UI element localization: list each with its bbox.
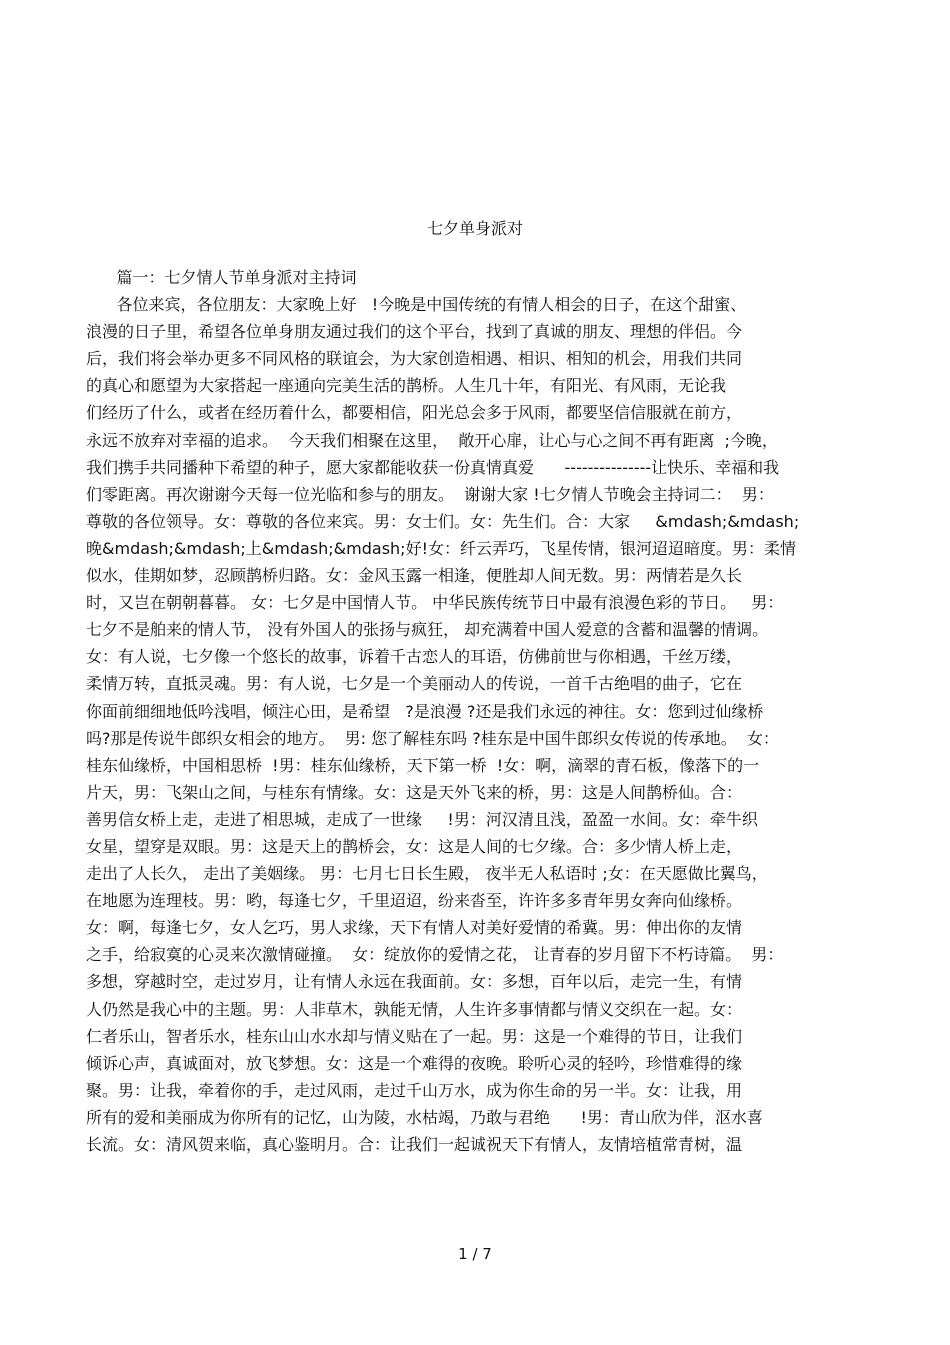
text-line: 桂东仙缘桥，中国相思桥 !男：桂东仙缘桥，天下第一桥 !女：啊，滴翠的青石板，像落下的一 (86, 755, 760, 775)
text-line: 吗?那是传说牛郎织女相会的地方。 男: 您了解桂东吗 ?桂东是中国牛郎织女传说的传承地。 女： (86, 728, 779, 748)
text-line: 七夕不是舶来的情人节， 没有外国人的张扬与疯狂， 却充满着中国人爱意的含蓄和温馨的情调。 (86, 620, 769, 640)
text-line: 们零距离。再次谢谢今天每一位光临和参与的朋友。 谢谢大家 !七夕情人节晚会主持词二： 男： (86, 484, 774, 504)
text-line: 你面前细细地低吟浅唱，倾注心田，是希望 ?是浪漫 ?还是我们永远的神往。女：您到过仙缘桥 (86, 701, 764, 721)
text-line: 我们携手共同播种下希望的种子，愿大家都能收获一份真情真爱 ---------------让快乐、幸福和我 (86, 457, 780, 477)
text-line: 后，我们将会举办更多不同风格的联谊会，为大家创造相遇、相识、相知的机会，用我们共同 (86, 349, 743, 369)
text-line: 多想，穿越时空，走过岁月，让有情人永远在我面前。女：多想，百年以后，走完一生，有情 (86, 972, 743, 992)
text-line: 之手，给寂寞的心灵来次激情碰撞。 女：绽放你的爱情之花， 让青春的岁月留下不朽诗篇。 男： (86, 945, 784, 965)
text-line: 倾诉心声，真诚面对，放飞梦想。女：这是一个难得的夜晚。聆听心灵的轻吟，珍惜难得的缘 (86, 1053, 743, 1073)
text-line: 各位来宾，各位朋友：大家晚上好 !今晚是中国传统的有情人相会的日子，在这个甜蜜、 (86, 295, 747, 315)
text-line: 晚&mdash;&mdash;上&mdash;&mdash;好!女：纤云弄巧，飞星传情，银河迢迢暗度。男：柔情 (86, 538, 796, 558)
text-line: 长流。女：清风贺来临，真心鉴明月。合：让我们一起诚祝天下有情人，友情培植常青树，温 (86, 1135, 743, 1154)
document-body (86, 264, 876, 1158)
text-line: 人仍然是我心中的主题。男：人非草木，孰能无情，人生许多事情都与情义交织在一起。女： (86, 999, 743, 1019)
text-line: 柔情万转，直抵灵魂。男：有人说，七夕是一个美丽动人的传说，一首千古绝唱的曲子，它在 (86, 674, 743, 694)
page-indicator: 1 / 7 (458, 1245, 492, 1263)
text-line: 似水，佳期如梦，忍顾鹊桥归路。女：金风玉露一相逢，便胜却人间无数。男：两情若是久长 (86, 566, 743, 586)
text-line: 女：有人说，七夕像一个悠长的故事，诉着千古恋人的耳语，仿佛前世与你相遇，千丝万缕， (86, 647, 743, 667)
text-line: 善男信女桥上走，走进了相思城，走成了一世缘 !男：河汉清且浅，盈盈一水间。女：牵牛织 (86, 809, 758, 829)
text-line: 所有的爱和美丽成为你所有的记忆，山为陵，水枯竭，乃敢与君绝 !男：青山欣为伴，沤水喜 (86, 1107, 763, 1127)
text-line: 仁者乐山，智者乐水，桂东山山水水却与情义贴在了一起。男：这是一个难得的节日，让我们 (86, 1026, 743, 1046)
text-line: 女星，望穿是双眼。男：这是天上的鹊桥会，女：这是人间的七夕缘。合：多少情人桥上走， (86, 836, 743, 856)
text-line: 片天，男：飞架山之间，与桂东有情缘。女：这是天外飞来的桥，男：这是人间鹊桥仙。合： (86, 782, 743, 802)
text-line: 永远不放弃对幸福的追求。 今天我们相聚在这里， 敞开心扉，让心与心之间不再有距离 ;今晚， (86, 430, 778, 450)
text-line: 篇一：七夕情人节单身派对主持词 (86, 268, 357, 287)
text-line: 们经历了什么，或者在经历着什么，都要相信，阳光总会多于风雨，都要坚信信服就在前方， (86, 403, 743, 423)
text-line: 女：啊，每逢七夕，女人乞巧，男人求缘，天下有情人对美好爱情的希冀。男：伸出你的友情 (86, 918, 743, 938)
text-line: 的真心和愿望为大家搭起一座通向完美生活的鹊桥。人生几十年，有阳光、有风雨，无论我 (86, 376, 727, 396)
text-line: 走出了人长久， 走出了美姻缘。 男：七月七日长生殿， 夜半无人私语时 ;女：在天愿做比翼鸟， (86, 864, 768, 884)
text-line: 浪漫的日子里，希望各位单身朋友通过我们的这个平台，找到了真诚的朋友、理想的伴侣。今 (86, 322, 743, 342)
document-title: 七夕单身派对 (426, 219, 523, 238)
text-line: 尊敬的各位领导。女：尊敬的各位来宾。男：女士们。女：先生们。合：大家 &mdash;&mdash; (86, 511, 800, 531)
text-line: 时，又岂在朝朝暮暮。 女：七夕是中国情人节。 中华民族传统节日中最有浪漫色彩的节日。 男： (86, 593, 784, 613)
text-line: 聚。男：让我，牵着你的手，走过风雨，走过千山万水，成为你生命的另一半。女：让我，用 (86, 1080, 743, 1100)
text-line: 在地愿为连理枝。男：哟，每逢七夕，千里迢迢，纷来沓至，许许多多青年男女奔向仙缘桥。 (86, 891, 743, 911)
